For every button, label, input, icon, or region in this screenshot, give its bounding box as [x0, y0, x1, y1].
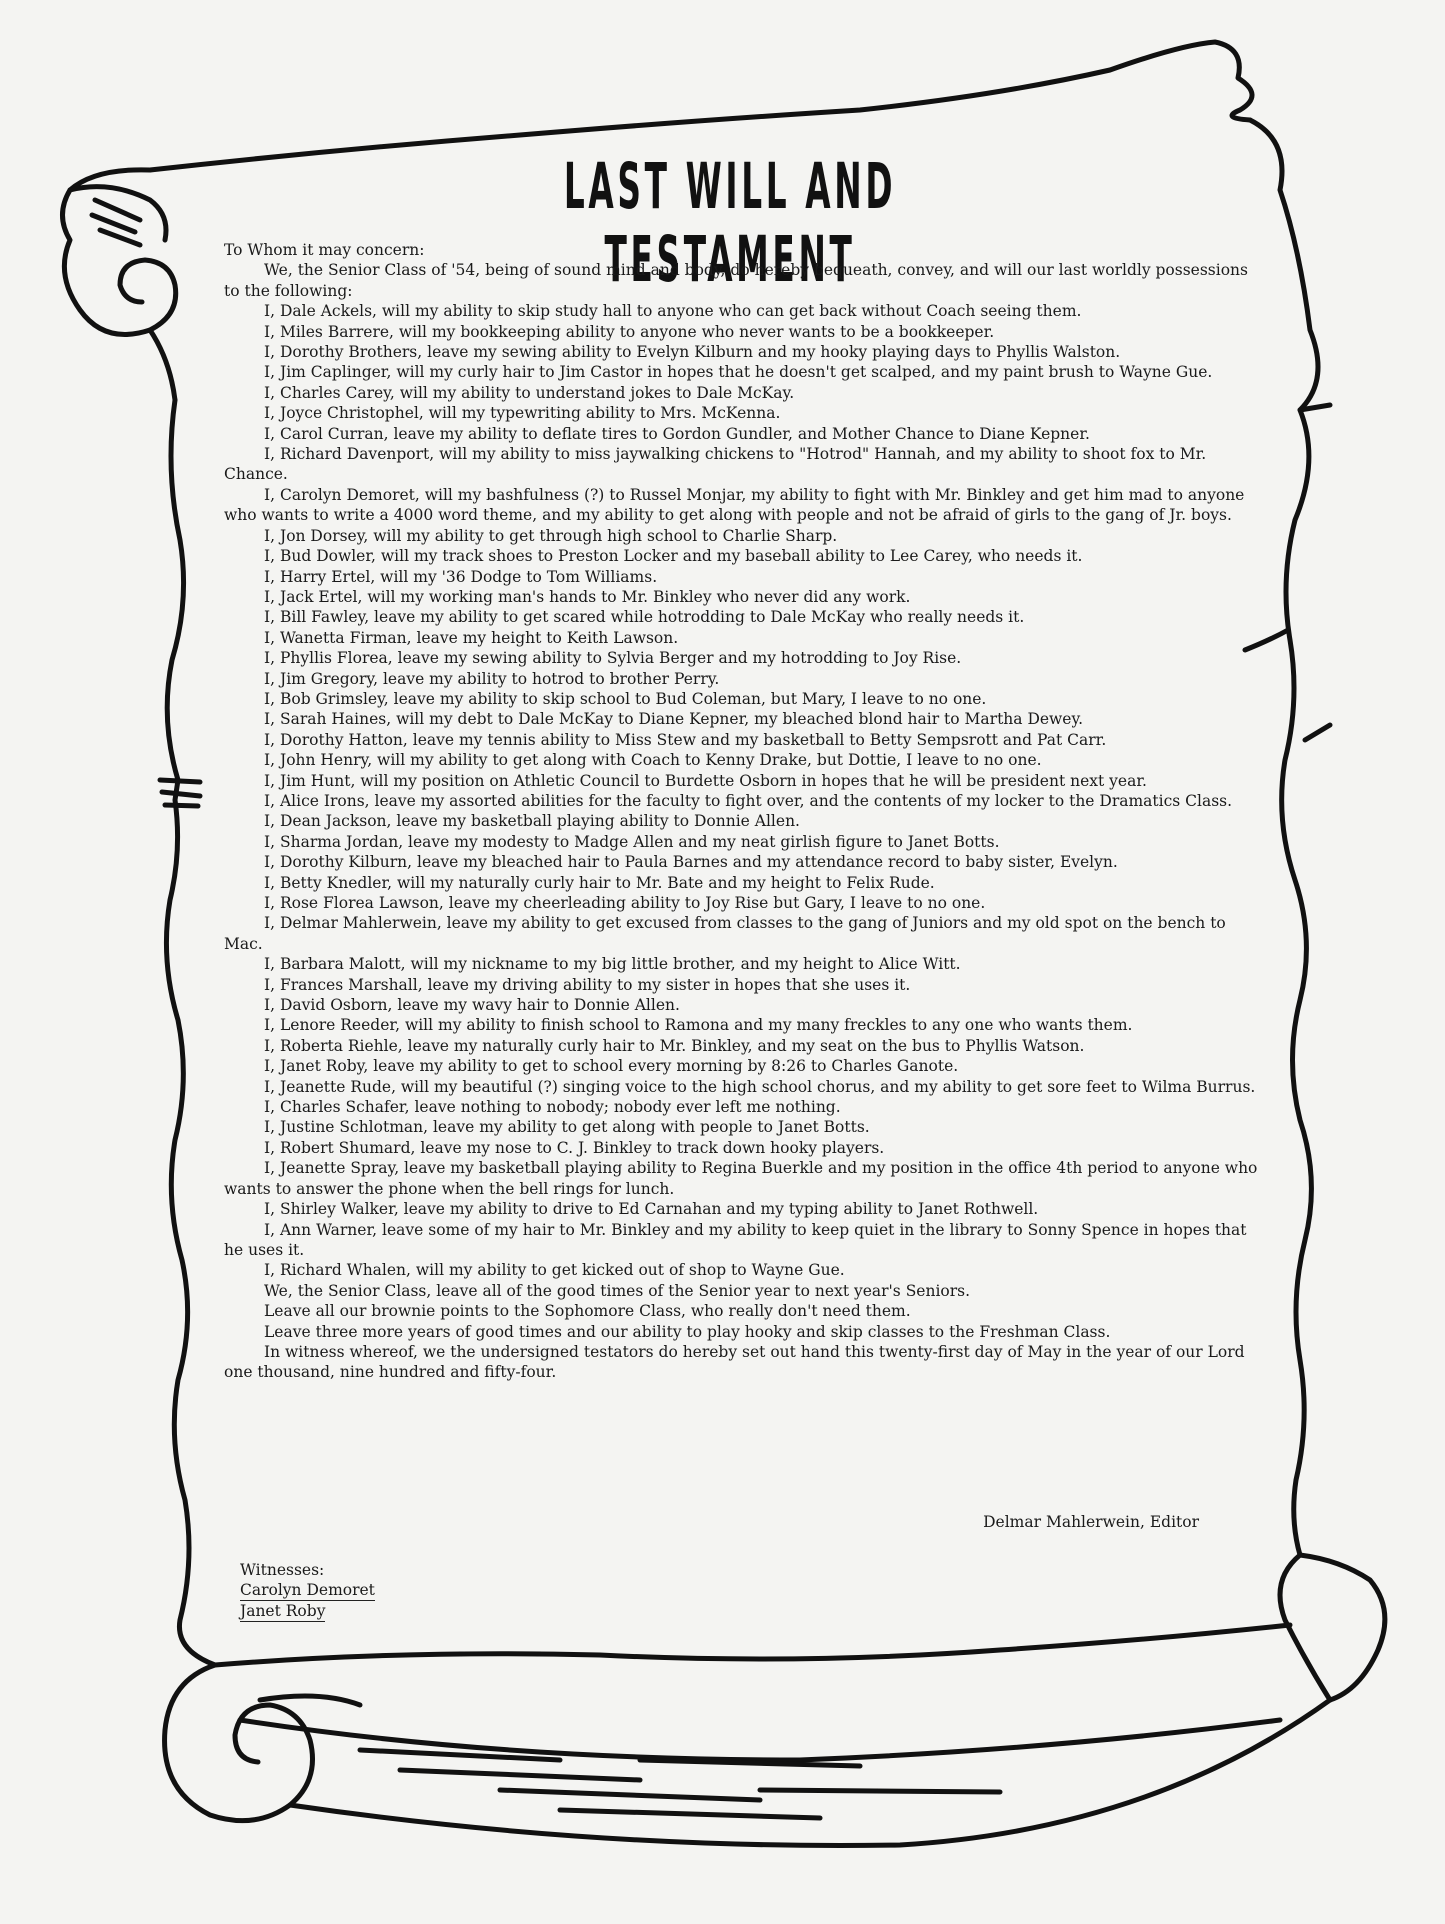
bequest-entry: I, David Osborn, leave my wavy hair to Donnie Allen.: [264, 996, 680, 1015]
bequest-entry: I, Janet Roby, leave my ability to get to school every morning by 8:26 to Charles Ganote.: [264, 1057, 959, 1076]
bequest-entry: I, Robert Shumard, leave my nose to C. J. Binkley to track down hooky players.: [264, 1138, 885, 1157]
bequest-entry: I, Carol Curran, leave my ability to deflate tires to Gordon Gundler, and Mother Chance to Diane Kepner.: [264, 424, 1090, 443]
bequest-entry: I, Dorothy Kilburn, leave my bleached hair to Paula Barnes and my attendance record to baby sister, Evelyn.: [264, 853, 1118, 872]
bequest-entry: I, Charles Schafer, leave nothing to nobody; nobody ever left me nothing.: [264, 1098, 841, 1117]
bequest-entry: I, Jack Ertel, will my working man's hands to Mr. Binkley who never did any work.: [264, 587, 911, 606]
bequest-entry: We, the Senior Class of '54, being of sound mind and body, do hereby bequeath, convey, and will our last worldly possessions to the following:: [224, 261, 1248, 300]
bequest-entry: I, Harry Ertel, will my '36 Dodge to Tom Williams.: [264, 567, 658, 586]
bequest-entry: I, Phyllis Florea, leave my sewing ability to Sylvia Berger and my hotrodding to Joy Rise.: [264, 649, 962, 668]
bequest-entry: I, Richard Davenport, will my ability to miss jaywalking chickens to "Hotrod" Hannah, and my ability to shoot fox to Mr. Chance.: [224, 445, 1207, 484]
bequest-entry: I, Delmar Mahlerwein, leave my ability to get excused from classes to the gang of Juniors and my old spot on the bench to Mac.: [224, 914, 1226, 953]
bequest-entry: Leave all our brownie points to the Sophomore Class, who really don't need them.: [264, 1302, 911, 1321]
bequest-entry: I, Sharma Jordan, leave my modesty to Madge Allen and my neat girlish figure to Janet Botts.: [264, 832, 1000, 851]
bequest-entry: I, Betty Knedler, will my naturally curly hair to Mr. Bate and my height to Felix Rude.: [264, 873, 935, 892]
bequest-entry: I, Wanetta Firman, leave my height to Keith Lawson.: [264, 628, 679, 647]
bequest-entry: I, Dorothy Brothers, leave my sewing ability to Evelyn Kilburn and my hooky playing days to Phyllis Walston.: [264, 343, 1121, 362]
editor-signature: Delmar Mahlerwein, Editor: [983, 1513, 1199, 1531]
bequest-entry: I, Rose Florea Lawson, leave my cheerleading ability to Joy Rise but Gary, I leave to no one.: [264, 894, 986, 912]
bequest-entry: I, Jon Dorsey, will my ability to get through high school to Charlie Sharp.: [264, 526, 838, 545]
bequest-entry: I, Ann Warner, leave some of my hair to Mr. Binkley and my ability to keep quiet in the library to Sonny Spence in hopes that he uses it.: [224, 1220, 1247, 1259]
bequest-entry: Leave three more years of good times and our ability to play hooky and skip classes to the Freshman Class.: [264, 1322, 1111, 1341]
bequest-entry: I, Bob Grimsley, leave my ability to skip school to Bud Coleman, but Mary, I leave to no one.: [264, 689, 987, 708]
greeting: To Whom it may concern:: [224, 241, 425, 259]
bequest-entry: I, Carolyn Demoret, will my bashfulness (?) to Russel Monjar, my ability to fight with Mr. Binkley and get him mad to anyone who wants to write a 4000 word theme, and my ability to get along with people and not be afraid of girls to the gang of Jr. boys.: [224, 485, 1245, 525]
witnesses-label: Witnesses:: [240, 1561, 325, 1579]
bequest-entry: I, Justine Schlotman, leave my ability to get along with people to Janet Botts.: [264, 1118, 870, 1137]
bequest-entry: I, Jeanette Rude, will my beautiful (?) singing voice to the high school chorus, and my ability to get sore feet to Wilma Burrus.: [264, 1077, 1256, 1096]
bequest-entry: I, Richard Whalen, will my ability to get kicked out of shop to Wayne Gue.: [264, 1261, 845, 1280]
bequest-entry: I, Jim Caplinger, will my curly hair to Jim Castor in hopes that he doesn't get scalped, and my paint brush to Wayne Gue.: [264, 363, 1213, 382]
bequest-entry: I, Lenore Reeder, will my ability to finish school to Ramona and my many freckles to any one who wants them.: [264, 1016, 1133, 1035]
bequest-entry: I, Bill Fawley, leave my ability to get scared while hotrodding to Dale McKay who really needs it.: [264, 608, 1025, 627]
bequest-entry: I, Shirley Walker, leave my ability to drive to Ed Carnahan and my typing ability to Janet Rothwell.: [264, 1200, 1039, 1219]
bequest-entry: I, Dorothy Hatton, leave my tennis ability to Miss Stew and my basketball to Betty Sempsrott and Pat Carr.: [264, 730, 1107, 749]
bequest-entry: I, Jim Gregory, leave my ability to hotrod to brother Perry.: [264, 669, 720, 688]
witness-name: Carolyn Demoret: [240, 1581, 375, 1600]
bequest-entry: I, Barbara Malott, will my nickname to my big little brother, and my height to Alice Witt.: [264, 955, 961, 974]
bequest-entry: I, Dale Ackels, will my ability to skip study hall to anyone who can get back without Coach seeing them.: [264, 302, 1082, 321]
bequest-entry: I, John Henry, will my ability to get along with Coach to Kenny Drake, but Dottie, I leave to no one.: [264, 751, 1042, 770]
bequest-entry: I, Roberta Riehle, leave my naturally curly hair to Mr. Binkley, and my seat on the bus to Phyllis Watson.: [264, 1036, 1085, 1055]
witnesses-block: [240, 1560, 375, 1622]
bequest-entry: I, Charles Carey, will my ability to understand jokes to Dale McKay.: [264, 383, 795, 402]
witness-name: Janet Roby: [240, 1602, 326, 1621]
will-body: [224, 240, 1266, 1383]
bequest-entry: I, Alice Irons, leave my assorted abilities for the faculty to fight over, and the contents of my locker to the Dramatics Class.: [264, 791, 1233, 810]
bequest-entry: In witness whereof, we the undersigned testators do hereby set out hand this twenty-first day of May in the year of our Lord one thousand, nine hundred and fifty-four.: [224, 1342, 1245, 1382]
bequest-entry: I, Joyce Christophel, will my typewriting ability to Mrs. McKenna.: [264, 404, 781, 423]
bequest-entry: I, Miles Barrere, will my bookkeeping ability to anyone who never wants to be a bookkeeper.: [264, 322, 995, 341]
page-title: LAST WILL AND TESTAMENT: [563, 150, 897, 296]
bequest-entry: I, Bud Dowler, will my track shoes to Preston Locker and my baseball ability to Lee Carey, who needs it.: [264, 547, 1083, 566]
bequest-entry: I, Frances Marshall, leave my driving ability to my sister in hopes that she uses it.: [264, 975, 911, 994]
bequest-list: [224, 260, 1266, 1382]
bequest-entry: I, Dean Jackson, leave my basketball playing ability to Donnie Allen.: [264, 812, 800, 831]
bequest-entry: I, Sarah Haines, will my debt to Dale McKay to Diane Kepner, my bleached blond hair to Martha Dewey.: [264, 710, 1084, 729]
bequest-entry: We, the Senior Class, leave all of the good times of the Senior year to next year's Seniors.: [264, 1281, 971, 1300]
bequest-entry: I, Jeanette Spray, leave my basketball playing ability to Regina Buerkle and my position in the office 4th period to anyone who wants to answer the phone when the bell rings for lunch.: [224, 1159, 1258, 1198]
bequest-entry: I, Jim Hunt, will my position on Athletic Council to Burdette Osborn in hopes that he will be president next year.: [264, 771, 1147, 790]
